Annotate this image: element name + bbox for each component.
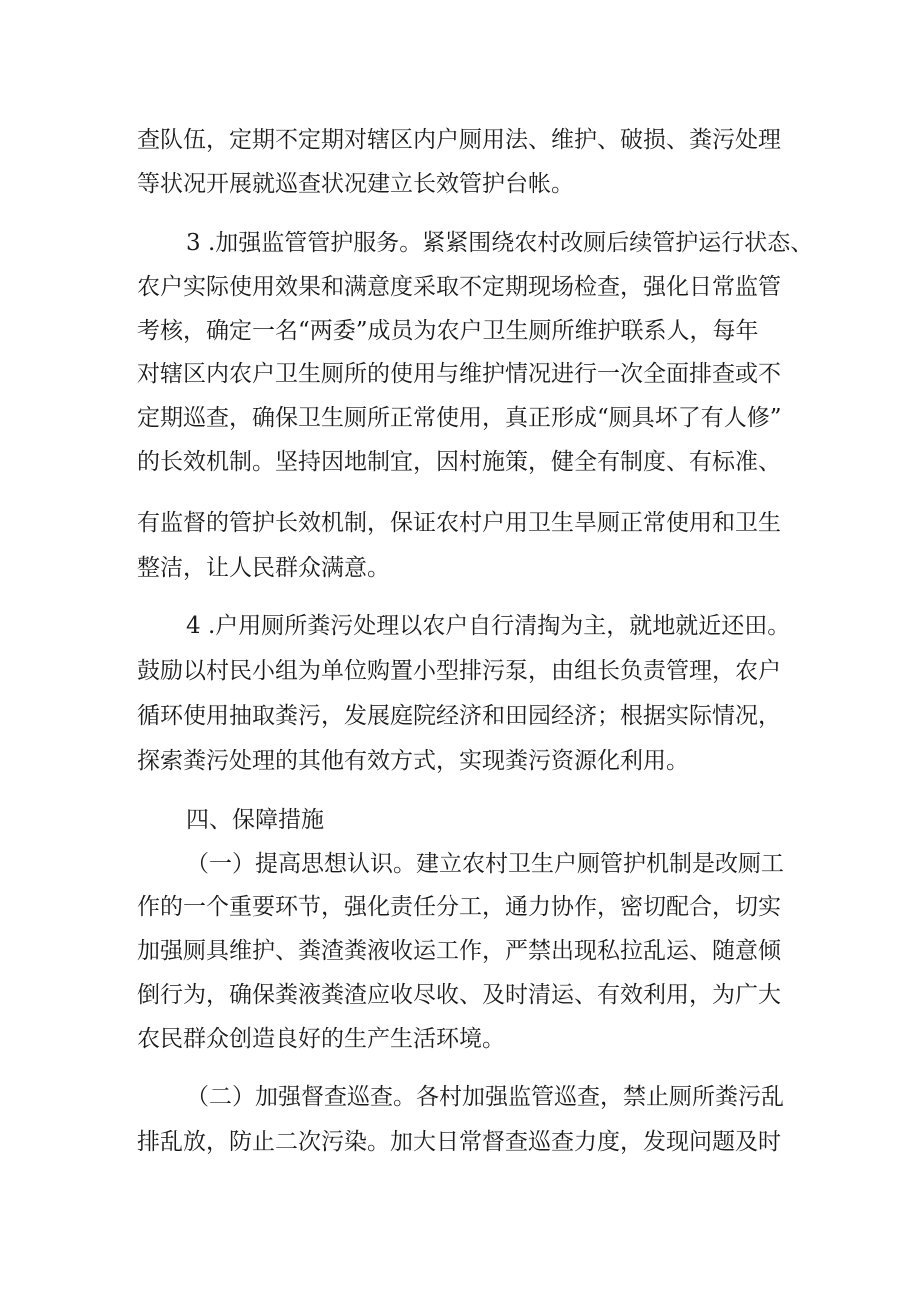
paragraph-line: 排乱放，防止二次污染。加大日常督查巡查力度，发现问题及时 [137,1129,781,1155]
paragraph-line: 加强厕具维护、粪渣粪液收运工作，严禁出现私拉乱运、随意倾 [137,938,781,964]
paragraph-line: 鼓励以村民小组为单位购置小型排污泵，由组长负责管理，农户 [137,658,781,684]
paragraph-line: 考核，确定一名“两委”成员为农户卫生厕所维护联系人，每年 [137,318,759,344]
paragraph-line: 农户实际使用效果和满意度采取不定期现场检查，强化日常监管 [137,274,781,300]
paragraph-line: 3 .加强监管管护服务。紧紧围绕农村改厕后续管护运行状态、 [186,230,814,256]
paragraph-line: 等状况开展就巡查状况建立长效管护台帐。 [137,171,574,197]
paragraph-line: 的长效机制。坚持因地制宜，因村施策，健全有制度、有标准、 [137,449,781,475]
paragraph-line: 倒行为，确保粪液粪渣应收尽收、及时清运、有效利用，为广大 [137,982,781,1008]
paragraph-line: （一）提高思想认识。建立农村卫生户厕管护机制是改厕工 [186,851,784,877]
paragraph-line: 整洁，让人民群众满意。 [137,555,390,581]
paragraph-line: （二）加强督查巡查。各村加强监管巡查，禁止厕所粪污乱 [186,1084,784,1110]
section-heading: 四、保障措施 [186,807,324,833]
paragraph-line: 循环使用抽取粪污，发展庭院经济和田园经济；根据实际情况， [137,703,781,729]
paragraph-line: 对辖区内农户卫生厕所的使用与维护情况进行一次全面排查或不 [137,361,781,387]
paragraph-line: 农民群众创造良好的生产生活环境。 [137,1026,505,1052]
paragraph-line: 4 .户用厕所粪污处理以农户自行清掏为主，就地就近还田。 [186,613,791,639]
paragraph-line: 查队伍，定期不定期对辖区内户厕用法、维护、破损、粪污处理 [137,127,781,153]
paragraph-line: 作的一个重要环节，强化责任分工，通力协作，密切配合，切实 [137,894,781,920]
paragraph-line: 有监督的管护长效机制，保证农村户用卫生旱厕正常使用和卫生 [137,510,781,536]
paragraph-line: 定期巡查，确保卫生厕所正常使用，真正形成“厕具坏了有人修” [137,405,782,431]
paragraph-line: 探索粪污处理的其他有效方式，实现粪污资源化利用。 [137,748,689,774]
